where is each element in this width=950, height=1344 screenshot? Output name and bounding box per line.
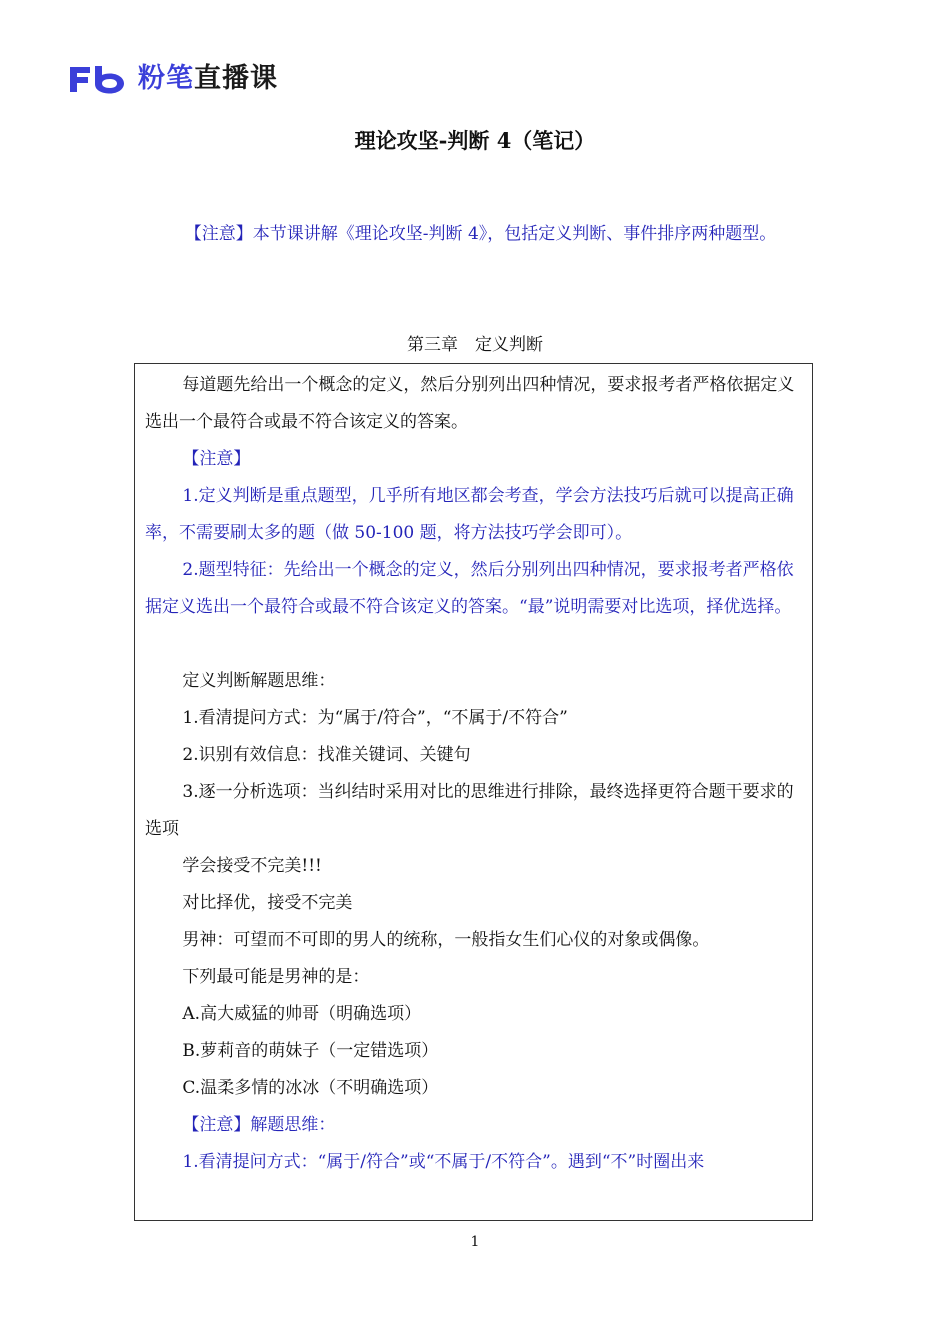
- definition-paragraph: 每道题先给出一个概念的定义，然后分别列出四种情况，要求报考者严格依据定义选出一个最符合或最不符合该定义的答案。: [145, 375, 795, 432]
- option-c: C.温柔多情的冰冰（不明确选项）: [182, 1078, 439, 1098]
- page-title: 理论攻坚-判断 4（笔记）: [354, 128, 596, 153]
- note-heading: 【注意】: [182, 449, 251, 469]
- thinking-step-2: 2.识别有效信息：找准关键词、关键句: [182, 745, 471, 765]
- note-item-2: 2.题型特征：先给出一个概念的定义，然后分别列出四种情况，要求报考者严格依据定义选出一个最符合或最不符合该定义的答案。“最”说明需要对比选项，择优选择。: [145, 560, 794, 617]
- text-line: 学会接受不完美!!!: [182, 856, 322, 876]
- content-body: [145, 367, 807, 1181]
- note-heading-2: 【注意】解题思维：: [182, 1115, 336, 1135]
- brand-name-part1: 粉笔: [138, 63, 194, 94]
- thinking-step-3: 3.逐一分析选项：当纠结时采用对比的思维进行排除，最终选择更符合题干要求的选项: [145, 782, 794, 839]
- note-item-1: 1.定义判断是重点题型，几乎所有地区都会考查，学会方法技巧后就可以提高正确率，不需要刷太多的题（做 50-100 题，将方法技巧学会即可）。: [145, 486, 794, 543]
- text-line: 男神：可望而不可即的男人的统称，一般指女生们心仪的对象或偶像。: [182, 930, 710, 950]
- page-number: 1: [470, 1234, 480, 1250]
- brand-name: [138, 62, 278, 96]
- thinking-step-1: 1.看清提问方式：为“属于/符合”，“不属于/不符合”: [182, 708, 568, 728]
- question-stem: 下列最可能是男神的是：: [182, 967, 370, 987]
- intro-note: 【注意】本节课讲解《理论攻坚-判断 4》，包括定义判断、事件排序两种题型。: [184, 224, 777, 244]
- note-item-2-1: 1.看清提问方式：“属于/符合”或“不属于/不符合”。遇到“不”时圈出来: [182, 1152, 705, 1172]
- option-a: A.高大威猛的帅哥（明确选项）: [182, 1004, 422, 1024]
- text-line: 对比择优，接受不完美: [182, 893, 353, 913]
- spacer: [145, 626, 807, 663]
- thinking-title: 定义判断解题思维：: [182, 671, 336, 691]
- brand-name-part2: 直播课: [194, 63, 278, 94]
- fenbi-logo: [68, 62, 278, 96]
- option-b: B.萝莉音的萌妹子（一定错选项）: [182, 1041, 439, 1061]
- content-box: [134, 363, 813, 1221]
- fb-logo-icon: [68, 64, 130, 94]
- chapter-heading: 第三章 定义判断: [407, 335, 543, 355]
